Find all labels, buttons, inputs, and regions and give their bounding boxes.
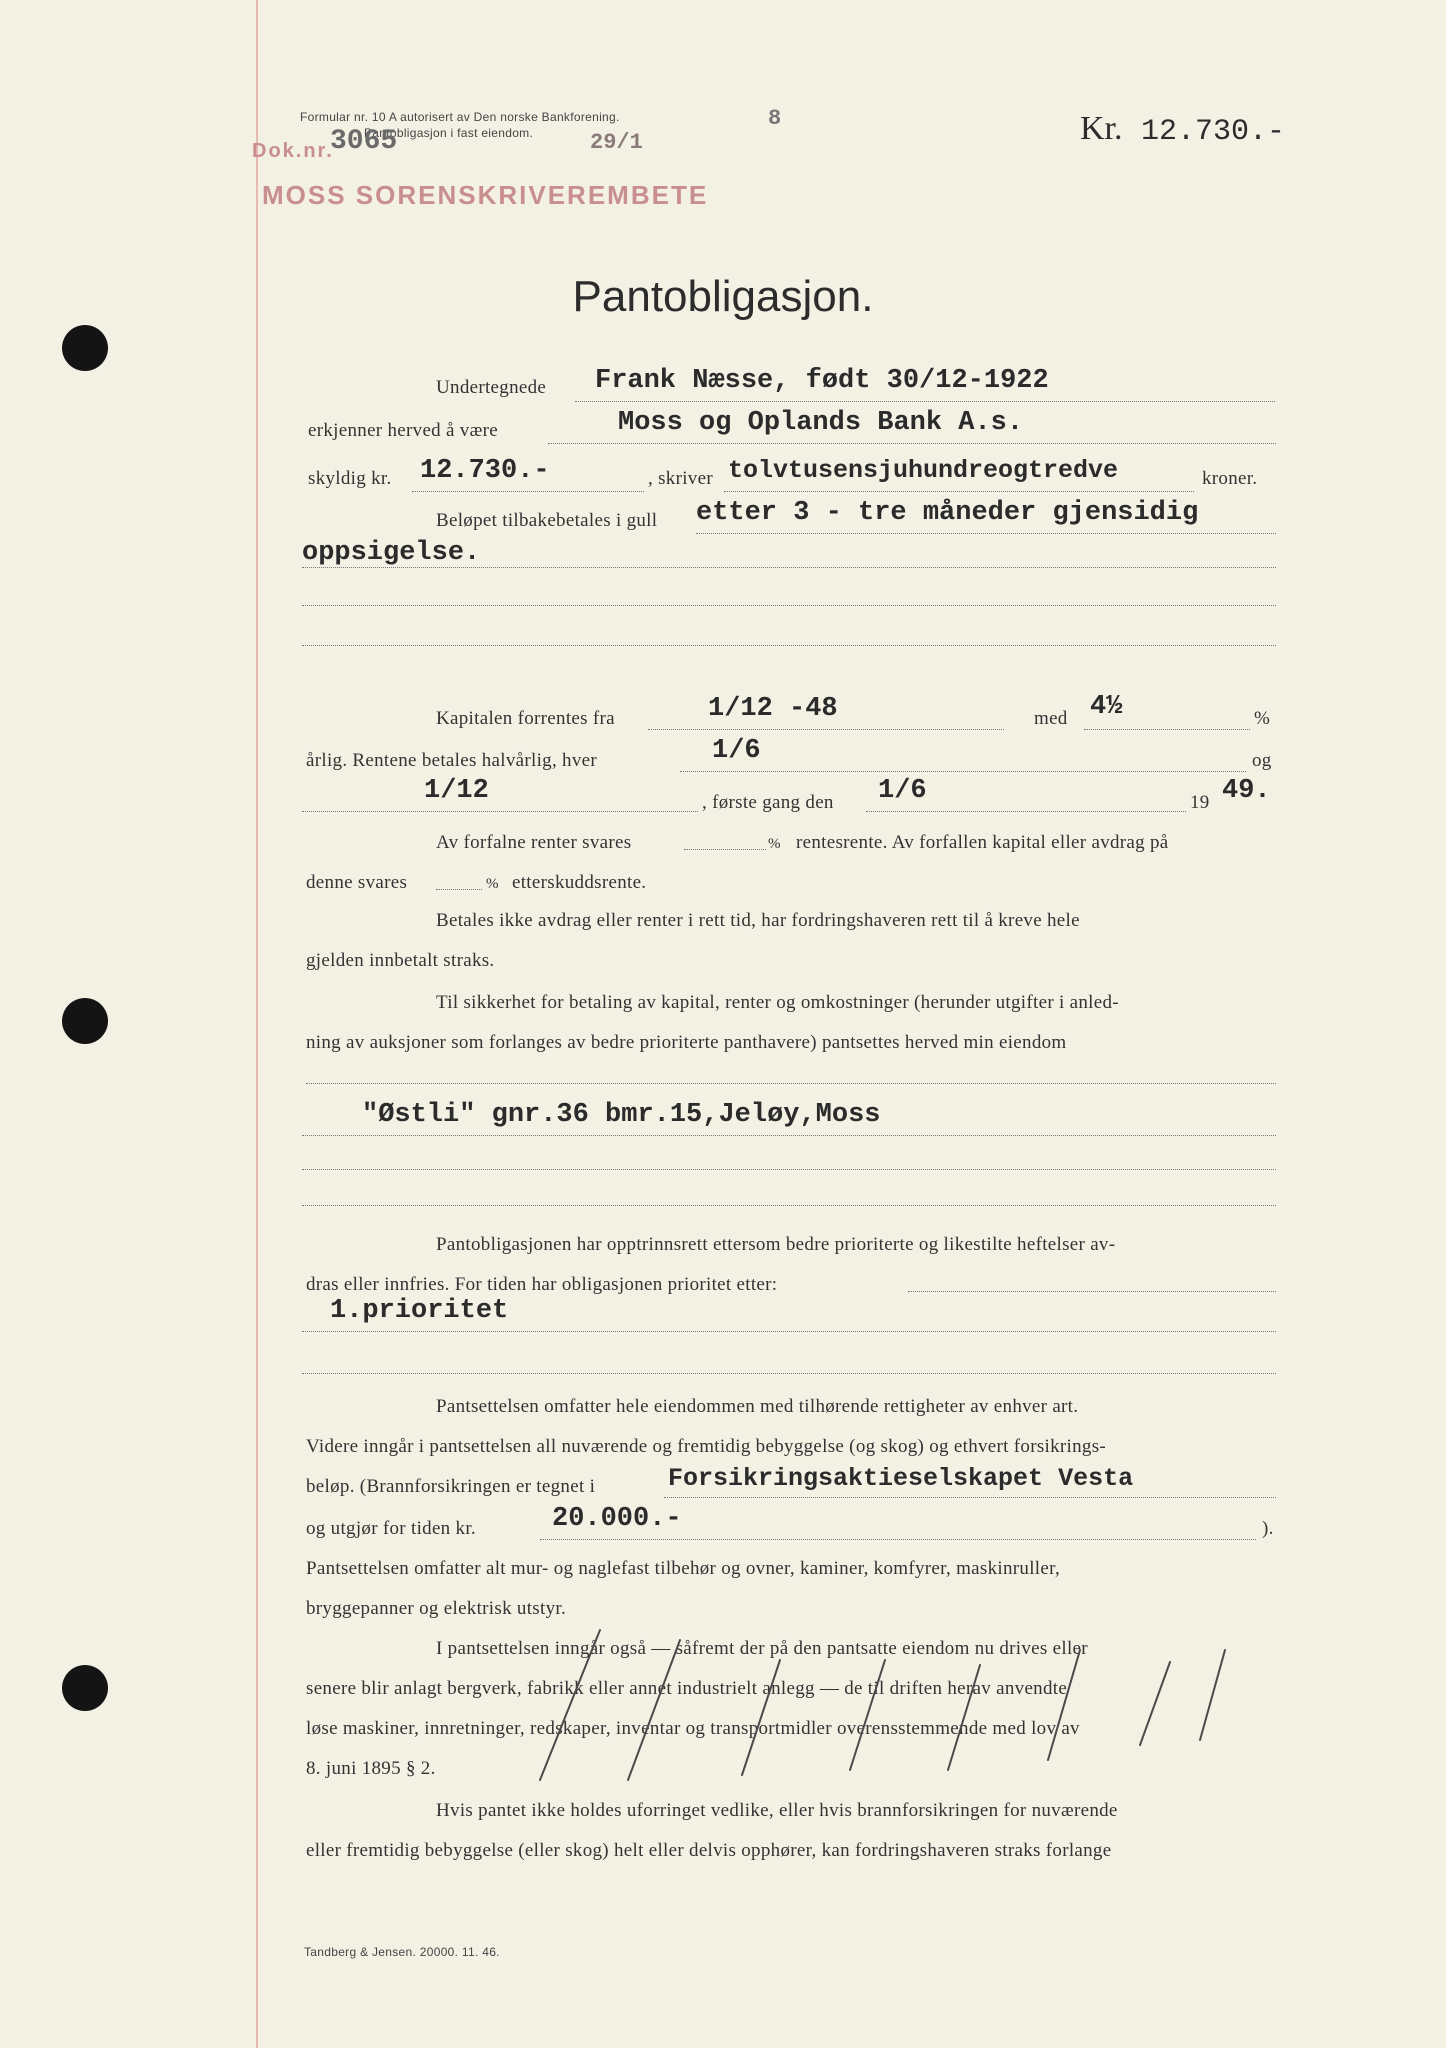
- undertegnede-label: Undertegnede: [436, 377, 547, 398]
- amount-prefix: Kr.: [1080, 110, 1123, 147]
- first-payment-date: 1/6: [878, 776, 927, 806]
- paragraph-line: eller fremtidig bebyggelse (eller skog) helt eller delvis opphører, kan fordringshaveren straks forlange: [306, 1840, 1112, 1861]
- stamp-mark: 8: [768, 106, 782, 131]
- interest-start-date: 1/12 -48: [708, 694, 838, 724]
- paragraph-line: senere blir anlagt bergverk, fabrikk eller annet industrielt anlegg — de til driften herav anvendte: [306, 1678, 1068, 1699]
- second-term-date: 1/12: [424, 776, 489, 806]
- year-value: 49.: [1222, 776, 1271, 806]
- skyldig-label: skyldig kr.: [308, 468, 392, 489]
- repayment-terms: etter 3 - tre måneder gjensidig: [696, 498, 1199, 528]
- av-forfalne-text: Av forfalne renter svares: [436, 832, 632, 853]
- skriver-label: , skriver: [648, 468, 713, 489]
- repayment-terms-cont: oppsigelse.: [302, 538, 481, 568]
- med-label: med: [1034, 708, 1068, 729]
- paragraph-line: bryggepanner og elektrisk utstyr.: [306, 1598, 567, 1619]
- paragraph-line: Videre inngår i pantsettelsen all nuværende og fremtidig bebyggelse (og skog) og ethvert forsikrings-: [306, 1436, 1107, 1457]
- forste-label: , første gang den: [702, 792, 834, 813]
- percent-sign: %: [1254, 708, 1271, 729]
- stamp-date: 29/1: [590, 130, 643, 155]
- denne-text: denne svares: [306, 872, 408, 893]
- creditor-value: Moss og Oplands Bank A.s.: [618, 408, 1024, 438]
- belopet-label: Beløpet tilbakebetales i gull: [436, 510, 658, 531]
- office-stamp: MOSS SORENSKRIVEREMBETE: [262, 180, 709, 210]
- kroner-label: kroner.: [1202, 468, 1258, 489]
- amount-value: 12.730.-: [1141, 115, 1286, 149]
- interest-rate: 4½: [1090, 692, 1123, 722]
- paragraph-line: 8. juni 1895 § 2.: [306, 1758, 436, 1779]
- paragraph-line: dras eller innfries. For tiden har obligasjonen prioritet etter:: [306, 1274, 778, 1295]
- paragraph-line: Pantobligasjonen har opptrinnsrett ettersom bedre prioriterte og likestilte heftelser av-: [436, 1234, 1116, 1255]
- paragraph-line: ning av auksjoner som forlanges av bedre prioriterte panthavere) pantsettes herved min eiendom: [306, 1032, 1067, 1053]
- strike-mark: [1200, 1650, 1225, 1740]
- percent-sign: %: [486, 876, 499, 892]
- strike-mark: [742, 1660, 780, 1775]
- year-prefix: 19: [1190, 792, 1210, 813]
- strike-mark: [1048, 1650, 1080, 1760]
- skyldig-value: 12.730.-: [420, 456, 550, 486]
- arlig-label: årlig. Rentene betales halvårlig, hver: [306, 750, 598, 771]
- strike-mark: [948, 1665, 980, 1770]
- priority-value: 1.prioritet: [330, 1296, 509, 1326]
- paragraph-line: Til sikkerhet for betaling av kapital, renter og omkostninger (herunder utgifter i anled-: [436, 992, 1119, 1013]
- doc-number: 3065: [330, 126, 398, 157]
- form-notice-line1: Formular nr. 10 A autorisert av Den norske Bankforening.: [300, 110, 620, 124]
- paragraph-line: Pantsettelsen omfatter alt mur- og naglefast tilbehør og ovner, kaminer, komfyrer, maskinruller,: [306, 1558, 1061, 1579]
- paragraph-line: Hvis pantet ikke holdes uforringet vedlike, eller hvis brannforsikringen for nuværende: [436, 1800, 1118, 1821]
- etterskudd-text: etterskuddsrente.: [512, 872, 647, 893]
- og-label: og: [1252, 750, 1272, 771]
- document-title: Pantobligasjon.: [572, 272, 874, 321]
- insured-amount: 20.000.-: [552, 1504, 682, 1534]
- strike-mark: [1140, 1662, 1170, 1745]
- strike-mark: [628, 1640, 680, 1780]
- paragraph-line: Betales ikke avdrag eller renter i rett tid, har fordringshaveren rett til å kreve hele: [436, 910, 1080, 931]
- paragraph-line: Pantsettelsen omfatter hele eiendommen med tilhørende rettigheter av enhver art.: [436, 1396, 1079, 1417]
- paragraph-line: I pantsettelsen inngår også — såfremt der på den pantsatte eiendom nu drives eller: [436, 1638, 1088, 1659]
- strike-mark: [540, 1630, 600, 1780]
- doc-no-prefix: Dok.nr.: [252, 140, 334, 162]
- insurer-value: Forsikringsaktieselskapet Vesta: [668, 1464, 1134, 1493]
- printer-imprint: Tandberg & Jensen. 20000. 11. 46.: [304, 1945, 500, 1959]
- amount-in-words: tolvtusensjuhundreogtredve: [728, 456, 1119, 485]
- percent-sign: %: [768, 836, 781, 852]
- erkjenner-label: erkjenner herved å være: [308, 420, 498, 441]
- first-term-date: 1/6: [712, 736, 761, 766]
- undertegnede-value: Frank Næsse, født 30/12-1922: [595, 366, 1049, 396]
- paragraph-line: beløp. (Brannforsikringen er tegnet i: [306, 1476, 596, 1497]
- paragraph-line: gjelden innbetalt straks.: [306, 950, 495, 971]
- rentesrente-text: rentesrente. Av forfallen kapital eller avdrag på: [796, 832, 1169, 853]
- kapitalen-label: Kapitalen forrentes fra: [436, 708, 615, 729]
- paragraph-line: og utgjør for tiden kr.: [306, 1518, 476, 1539]
- property-description: "Østli" gnr.36 bmr.15,Jeløy,Moss: [362, 1100, 881, 1130]
- form-notice-line2: Pantobligasjon i fast eiendom.: [364, 126, 534, 140]
- strike-mark: [850, 1660, 885, 1770]
- paragraph-line: ).: [1262, 1518, 1274, 1539]
- paragraph-line: løse maskiner, innretninger, redskaper, inventar og transportmidler overensstemmende med lov av: [306, 1718, 1080, 1739]
